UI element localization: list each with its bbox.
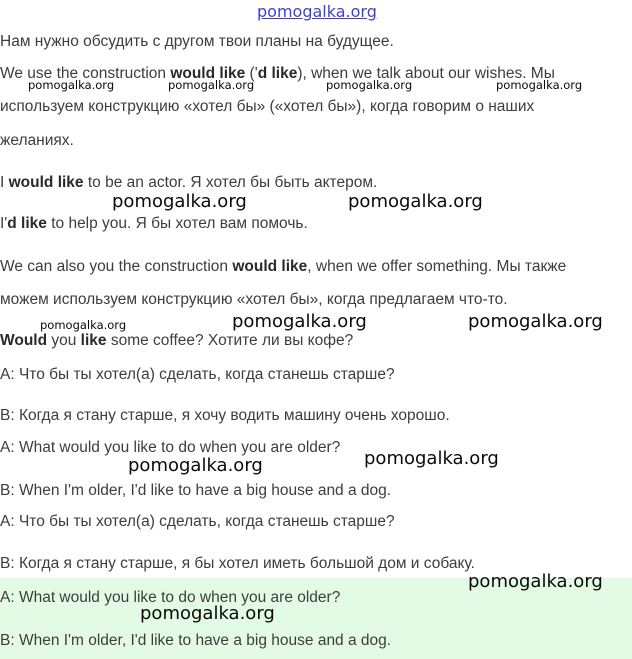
watermark: pomogalka.org [496,78,583,92]
text-line-11: B: Когда я стану старше, я хочу водить машину очень хорошо. [0,407,450,424]
watermark: pomogalka.org [326,78,413,92]
text-line-15: B: Когда я стану старше, я бы хотел иметь большой дом и собаку. [0,555,475,572]
watermark: pomogalka.org [468,571,603,592]
watermark: pomogalka.org [28,78,115,92]
text-line-17: B: When I'm older, I'd like to have a big house and a dog. [0,632,392,649]
watermark: pomogalka.org [348,191,483,212]
watermark: pomogalka.org [140,603,275,624]
text-line-9: Would you like some coffee? Хотите ли вы кофе? [0,332,354,349]
text-line-1: Нам нужно обсудить с другом твои планы на будущее. [0,33,394,50]
watermark: pomogalka.org [232,311,367,332]
text-line-6: I'd like to help you. Я бы хотел вам помочь. [0,215,308,232]
text-line-12: A: What would you like to do when you are older? [0,439,341,456]
text-line-5: I would like to be an actor. Я хотел бы быть актером. [0,174,378,191]
text-line-8: можем используем конструкцию «хотел бы», когда предлагаем что-то. [0,291,508,308]
text-line-10: A: Что бы ты хотел(а) сделать, когда станешь старше? [0,366,395,383]
watermark: pomogalka.org [40,318,127,332]
text-line-4: желаниях. [0,132,74,149]
text-line-14: A: Что бы ты хотел(а) сделать, когда станешь старше? [0,513,395,530]
watermark: pomogalka.org [364,448,499,469]
text-line-7: We can also you the construction would like, when we offer something. Мы также [0,258,567,275]
watermark: pomogalka.org [168,78,255,92]
text-line-2: We use the construction would like ('d like), when we talk about our wishes. Мы [0,65,555,82]
text-line-16: A: What would you like to do when you are older? [0,589,341,606]
text-line-13: B: When I'm older, I'd like to have a big house and a dog. [0,482,392,499]
watermark: pomogalka.org [128,455,263,476]
watermark: pomogalka.org [468,311,603,332]
watermark: pomogalka.org [112,191,247,212]
text-line-3: используем конструкцию «хотел бы» («хотел бы»), когда говорим о наших [0,98,535,115]
header-watermark[interactable]: pomogalka.org [257,2,377,21]
